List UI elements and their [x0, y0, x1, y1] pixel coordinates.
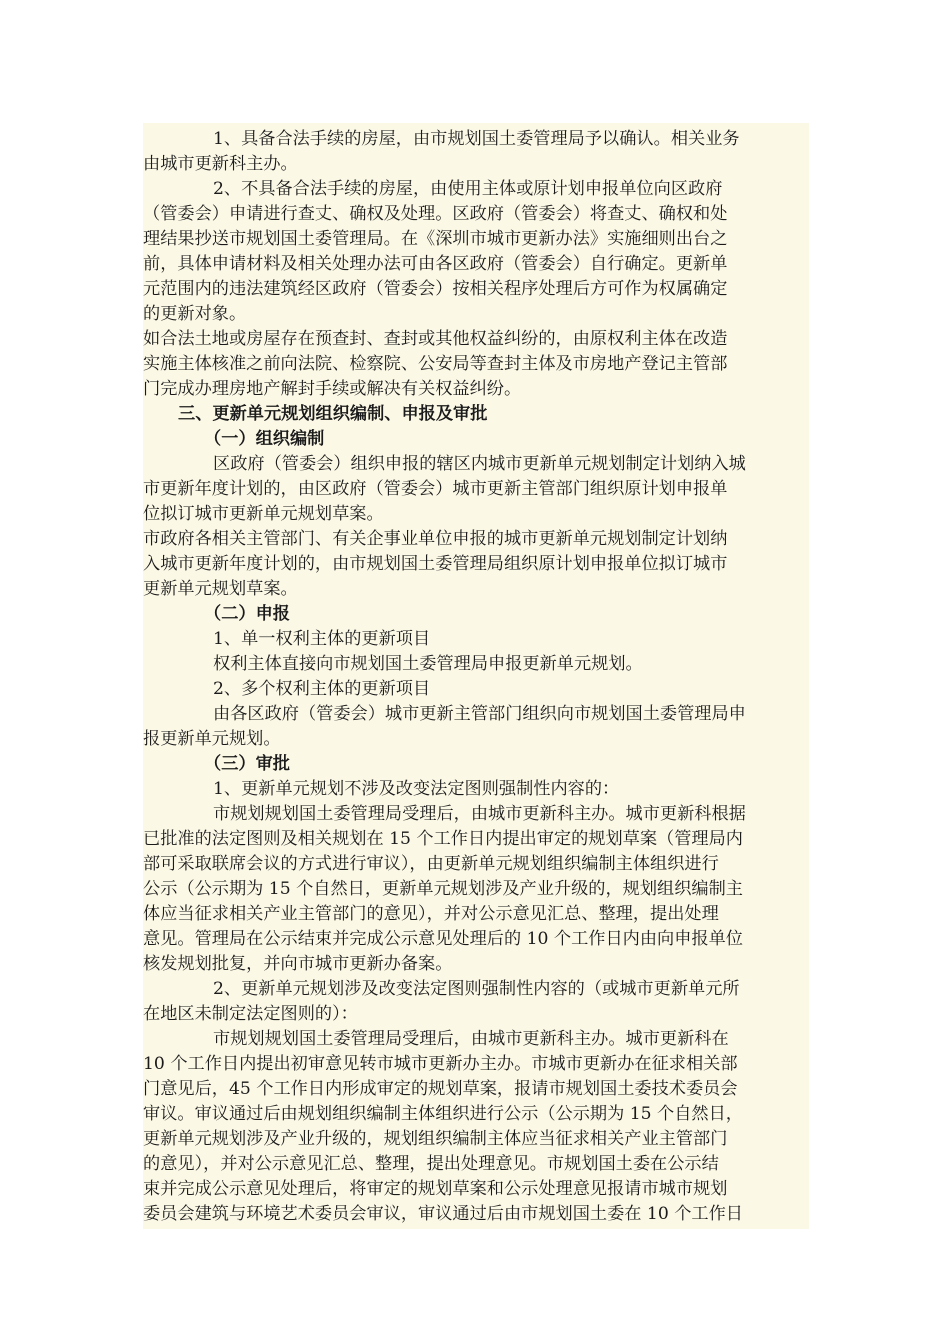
- text-line: 前，具体申请材料及相关处理办法可由各区政府（管委会）自行确定。更新单: [143, 254, 728, 274]
- text-line: 市规划规划国土委管理局受理后，由城市更新科主办。城市更新科在: [213, 1029, 729, 1049]
- text-line: 的更新对象。: [143, 304, 247, 324]
- text-line: 更新单元规划草案。: [143, 579, 298, 599]
- document-body: [143, 123, 809, 1229]
- text-line: 报更新单元规划。: [143, 729, 281, 749]
- text-line: 审议。审议通过后由规划组织编制主体组织进行公示（公示期为 15 个自然日，: [143, 1104, 743, 1124]
- text-line: 元范围内的违法建筑经区政府（管委会）按相关程序处理后方可作为权属确定: [143, 279, 728, 299]
- text-line: 门意见后，45 个工作日内形成审定的规划草案，报请市规划国土委技术委员会: [143, 1079, 738, 1099]
- text-line: 部可采取联席会议的方式进行审议），由更新单元规划组织编制主体组织进行: [143, 854, 719, 874]
- text-line: 10 个工作日内提出初审意见转市城市更新办主办。市城市更新办在征求相关部: [143, 1054, 738, 1074]
- text-line: 市规划规划国土委管理局受理后，由城市更新科主办。城市更新科根据: [213, 804, 746, 824]
- text-line: 2、多个权利主体的更新项目: [213, 679, 431, 699]
- text-line: 市更新年度计划的，由区政府（管委会）城市更新主管部门组织原计划申报单: [143, 479, 728, 499]
- text-line: 1、具备合法手续的房屋，由市规划国土委管理局予以确认。相关业务: [213, 129, 740, 149]
- text-line: 的意见），并对公示意见汇总、整理，提出处理意见。市规划国土委在公示结: [143, 1154, 719, 1174]
- text-line: 公示（公示期为 15 个自然日，更新单元规划涉及产业升级的，规划组织编制主: [143, 879, 743, 899]
- text-line: 更新单元规划涉及产业升级的，规划组织编制主体应当征求相关产业主管部门: [143, 1129, 728, 1149]
- text-line: 1、单一权利主体的更新项目: [213, 629, 431, 649]
- text-line: 如合法土地或房屋存在预查封、查封或其他权益纠纷的，由原权利主体在改造: [143, 329, 728, 349]
- subsection-heading: （一）组织编制: [204, 429, 325, 449]
- text-line: 束并完成公示意见处理后，将审定的规划草案和公示处理意见报请市城市规划: [143, 1179, 728, 1199]
- text-line: 区政府（管委会）组织申报的辖区内城市更新单元规划制定计划纳入城: [213, 454, 746, 474]
- text-line: 入城市更新年度计划的，由市规划国土委管理局组织原计划申报单位拟订城市: [143, 554, 728, 574]
- text-line: 核发规划批复，并向市城市更新办备案。: [143, 954, 453, 974]
- text-line: 已批准的法定图则及相关规划在 15 个工作日内提出审定的规划草案（管理局内: [143, 829, 743, 849]
- text-line: 实施主体核准之前向法院、检察院、公安局等查封主体及市房地产登记主管部: [143, 354, 728, 374]
- text-line: 权利主体直接向市规划国土委管理局申报更新单元规划。: [213, 654, 643, 674]
- text-line: （管委会）申请进行查丈、确权及处理。区政府（管委会）将查丈、确权和处: [143, 204, 728, 224]
- section-heading: 三、更新单元规划组织编制、申报及审批: [178, 404, 488, 424]
- text-line: 体应当征求相关产业主管部门的意见），并对公示意见汇总、整理，提出处理: [143, 904, 719, 924]
- text-line: 理结果抄送市规划国土委管理局。在《深圳市城市更新办法》实施细则出台之: [143, 229, 728, 249]
- text-line: 由城市更新科主办。: [143, 154, 298, 174]
- text-line: 在地区未制定法定图则的）：: [143, 1004, 358, 1024]
- text-line: 由各区政府（管委会）城市更新主管部门组织向市规划国土委管理局申: [213, 704, 746, 724]
- text-line: 1、更新单元规划不涉及改变法定图则强制性内容的：: [213, 779, 620, 799]
- subsection-heading: （二）申报: [204, 604, 290, 624]
- text-line: 市政府各相关主管部门、有关企事业单位申报的城市更新单元规划制定计划纳: [143, 529, 728, 549]
- text-line: 意见。管理局在公示结束并完成公示意见处理后的 10 个工作日内由向申报单位: [143, 929, 743, 949]
- text-line: 门完成办理房地产解封手续或解决有关权益纠纷。: [143, 379, 522, 399]
- text-line: 委员会建筑与环境艺术委员会审议，审议通过后由市规划国土委在 10 个工作日: [143, 1204, 743, 1224]
- text-line: 2、更新单元规划涉及改变法定图则强制性内容的（或城市更新单元所: [213, 979, 740, 999]
- text-line: 2、不具备合法手续的房屋，由使用主体或原计划申报单位向区政府: [213, 179, 723, 199]
- subsection-heading: （三）审批: [204, 754, 290, 774]
- text-line: 位拟订城市更新单元规划草案。: [143, 504, 384, 524]
